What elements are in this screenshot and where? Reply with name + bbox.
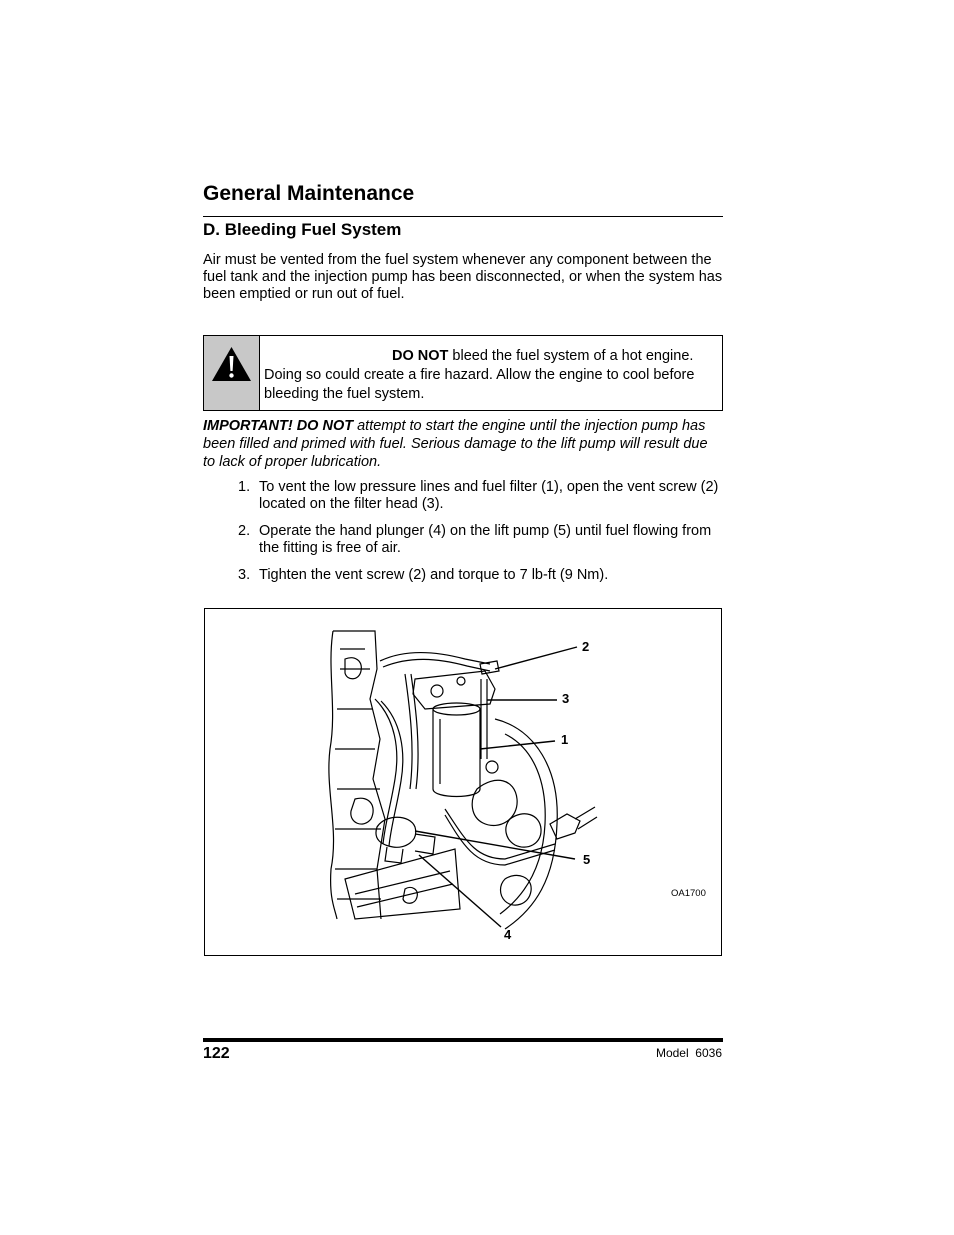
callout-label: 4 [504, 927, 512, 942]
warning-text [264, 347, 716, 404]
step-number: 2. [238, 523, 251, 539]
intro-paragraph: Air must be vented from the fuel system whenever any component between the fuel tank and the injection pump has been disconnected, or when the system has been emptied or run out of fuel. [203, 252, 723, 302]
warning-box [203, 335, 723, 411]
important-body: attempt to start the engine until the injection pump has been filled and primed with fuel. Serious damage to the lift pump will result due to lack of proper lubrication. [203, 418, 708, 470]
step-item [238, 523, 723, 557]
callout-label: 5 [583, 852, 591, 867]
footer-rule [203, 1038, 723, 1042]
warning-exclamation-icon [204, 336, 259, 410]
step-number: 1. [238, 479, 251, 495]
step-item [238, 479, 723, 513]
step-text: To vent the low pressure lines and fuel filter (1), open the vent screw (2) located on the filter head (3). [259, 479, 719, 512]
important-lead: IMPORTANT! DO NOT [203, 418, 354, 434]
step-number: 3. [238, 567, 251, 583]
step-text: Tighten the vent screw (2) and torque to 7 lb-ft (9 Nm). [259, 567, 609, 583]
model-label: Model 6036 [655, 1046, 722, 1060]
header-rule [203, 216, 723, 217]
warning-emphasis: DO NOT [392, 348, 449, 364]
callout-label: 1 [561, 732, 569, 747]
callout-label: 3 [562, 691, 570, 706]
step-text: Operate the hand plunger (4) on the lift pump (5) until fuel flowing from the fitting is free of air. [259, 523, 712, 556]
figure-code: OA1700 [671, 888, 706, 899]
page-number: 122 [203, 1045, 230, 1062]
engine-illustration [205, 609, 721, 955]
warning-icon-cell [204, 336, 260, 410]
subsection-title: D. Bleeding Fuel System [203, 220, 402, 239]
important-note [203, 417, 723, 471]
section-title: General Maintenance [203, 182, 415, 205]
step-item [238, 567, 723, 584]
warning-body: bleed the fuel system of a hot engine. Doing so could create a fire hazard. Allow the engine to cool before bleeding the fuel system. [264, 348, 695, 402]
callout-label: 2 [582, 639, 590, 654]
engine-figure [204, 608, 722, 956]
steps-list [238, 479, 723, 594]
